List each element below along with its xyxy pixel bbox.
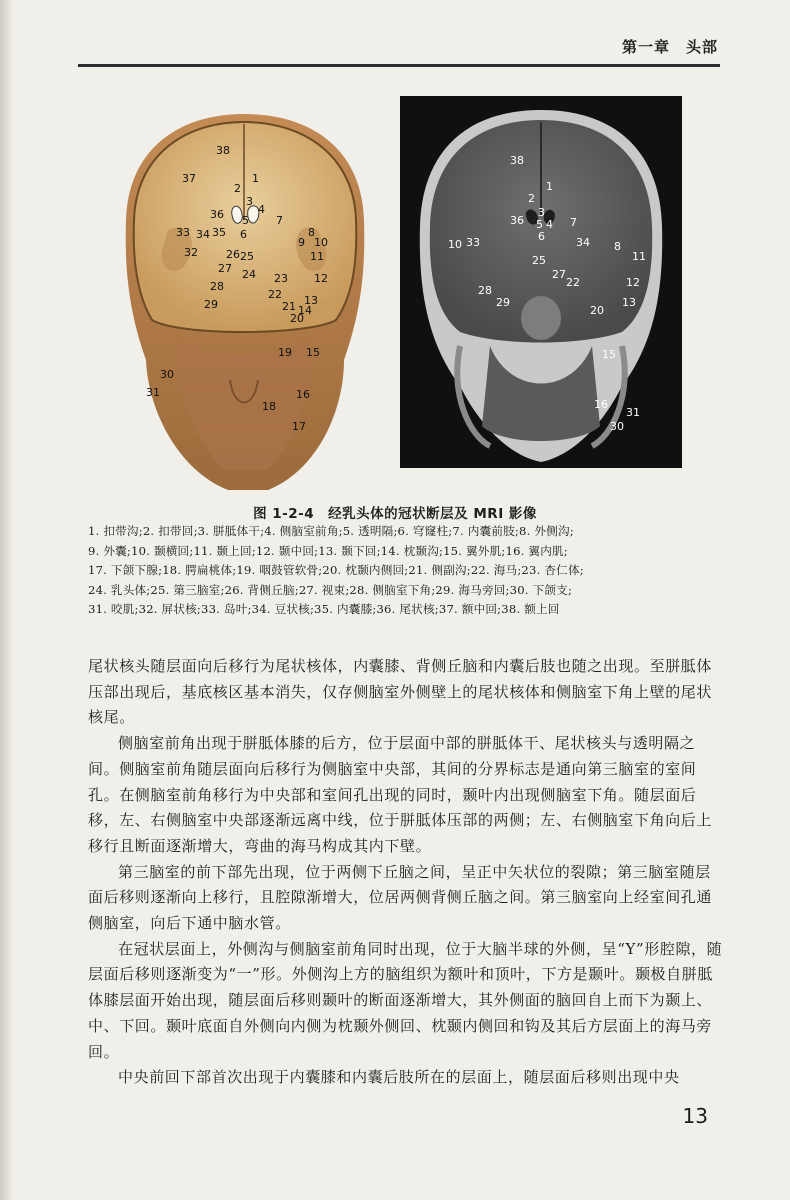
- mri-label: 33: [466, 236, 480, 249]
- mri-label: 6: [538, 230, 545, 243]
- specimen-label: 10: [314, 236, 328, 249]
- mri-label: 34: [576, 236, 590, 249]
- mri-label: 4: [546, 218, 553, 231]
- mri-label: 8: [614, 240, 621, 253]
- specimen-label: 13: [304, 294, 318, 307]
- specimen-label: 15: [306, 346, 320, 359]
- page-number: 13: [682, 1104, 708, 1128]
- specimen-label: 17: [292, 420, 306, 433]
- specimen-label: 19: [278, 346, 292, 359]
- specimen-label: 12: [314, 272, 328, 285]
- mri-label: 29: [496, 296, 510, 309]
- specimen-label: 3: [246, 195, 253, 208]
- mri-label: 1: [546, 180, 553, 193]
- legend-line: 1. 扣带沟;2. 扣带回;3. 胼胝体干;4. 侧脑室前角;5. 透明隔;6. 穹窿柱;7. 内囊前肢;8. 外侧沟;: [88, 524, 574, 538]
- mri-label: 28: [478, 284, 492, 297]
- specimen-label: 37: [182, 172, 196, 185]
- specimen-label: 20: [290, 312, 304, 325]
- specimen-label: 34: [196, 228, 210, 241]
- specimen-label: 35: [212, 226, 226, 239]
- mri-label: 20: [590, 304, 604, 317]
- specimen-label: 18: [262, 400, 276, 413]
- specimen-label: 1: [252, 172, 259, 185]
- mri-label: 31: [626, 406, 640, 419]
- figure-legend: [88, 522, 728, 620]
- mri-label: 22: [566, 276, 580, 289]
- specimen-label: 32: [184, 246, 198, 259]
- specimen-label: 28: [210, 280, 224, 293]
- specimen-label: 8: [308, 226, 315, 239]
- legend-line: 9. 外囊;10. 颞横回;11. 颞上回;12. 颞中回;13. 颞下回;14. 枕颞沟;15. 翼外肌;16. 翼内肌;: [88, 543, 568, 558]
- mri-label: 10: [448, 238, 462, 251]
- figure-caption: 图 1-2-4 经乳头体的冠状断层及 MRI 影像: [253, 506, 537, 522]
- mri-label: 25: [532, 254, 546, 267]
- mri-label: 11: [632, 250, 646, 263]
- specimen-label: 30: [160, 368, 174, 381]
- legend-line: 17. 下颌下腺;18. 腭扁桃体;19. 咽鼓管软骨;20. 枕颞内侧回;21. 侧副沟;22. 海马;23. 杏仁体;: [88, 563, 584, 578]
- specimen-label: 38: [216, 144, 230, 157]
- specimen-label: 2: [234, 182, 241, 195]
- mri-label: 15: [602, 348, 616, 361]
- specimen-label: 9: [298, 236, 305, 249]
- mri-label: 30: [610, 420, 624, 433]
- chapter-title: 第一章 头部: [621, 38, 718, 56]
- mri-label: 13: [622, 296, 636, 309]
- specimen-label: 14: [298, 304, 312, 317]
- specimen-label: 33: [176, 226, 190, 239]
- running-header: [78, 36, 718, 64]
- legend-line: 24. 乳头体;25. 第三脑室;26. 背侧丘脑;27. 视束;28. 侧脑室下角;29. 海马旁回;30. 下颌支;: [88, 582, 573, 597]
- specimen-label: 4: [258, 203, 265, 216]
- page-gutter-shadow: [0, 0, 14, 1200]
- mri-image: [400, 96, 682, 468]
- specimen-section-image: [118, 110, 370, 492]
- mri-label: 7: [570, 216, 577, 229]
- specimen-label: 25: [240, 250, 254, 263]
- specimen-label: 24: [242, 268, 256, 281]
- specimen-label: 6: [240, 228, 247, 241]
- paragraph: 侧脑室前角出现于胼胝体膝的后方，位于层面中部的胼胝体干、尾状核头与透明隔之间。侧脑室前角随层面向后移行为侧脑室中央部，其间的分界标志是通向第三脑室的室间孔。在侧脑室前角移行为中央部和室间孔出现的同时，颞叶内出现侧脑室下角。随层面后移，左、右侧脑室中央部逐渐远离中线，位于胼胝体压部的两侧；左、右侧脑室下角向后上移行且断面逐渐增大，弯曲的海马构成其内下壁。: [88, 734, 713, 855]
- paragraph: 尾状核头随层面向后移行为尾状核体，内囊膝、背侧丘脑和内囊后肢也随之出现。至胼胝体压部出现后，基底核区基本消失，仅存侧脑室外侧壁上的尾状核体和侧脑室下角上壁的尾状核尾。: [88, 657, 713, 727]
- header-rule: [78, 64, 720, 67]
- legend-line: 31. 咬肌;32. 屏状核;33. 岛叶;34. 豆状核;35. 内囊膝;36. 尾状核;37. 额中回;38. 额上回: [88, 602, 560, 617]
- mri-label: 27: [552, 268, 566, 281]
- specimen-label: 31: [146, 386, 160, 399]
- specimen-label: 5: [242, 214, 249, 227]
- mri-label: 5: [536, 218, 543, 231]
- mri-label: 16: [594, 398, 608, 411]
- specimen-label: 7: [276, 214, 283, 227]
- specimen-label: 22: [268, 288, 282, 301]
- specimen-label: 26: [226, 248, 240, 261]
- specimen-label: 29: [204, 298, 218, 311]
- specimen-label: 11: [310, 250, 324, 263]
- mri-label: 3: [538, 206, 545, 219]
- specimen-label: 21: [282, 300, 296, 313]
- paragraph: 第三脑室的前下部先出现，位于两侧下丘脑之间，呈正中矢状位的裂隙；第三脑室随层面后移则逐渐向上移行，且腔隙渐增大，位居两侧背侧丘脑之间。第三脑室向上经室间孔通侧脑室，向后下通中脑水管。: [88, 862, 713, 933]
- specimen-label: 16: [296, 388, 310, 401]
- mri-label: 2: [528, 192, 535, 205]
- paragraph: 在冠状层面上，外侧沟与侧脑室前角同时出现，位于大脑半球的外侧，呈“Y”形腔隙，随层面后移则逐渐变为“一”形。外侧沟上方的脑组织为额叶和顶叶，下方是颞叶。颞极自胼胝体膝层面开始出现，随层面后移则颞叶的断面逐渐增大，其外侧面的脑回自上而下为颞上、中、下回。颞叶底面自外侧向内侧为枕颞外侧回、枕颞内侧回和钩及其后方层面上的海马旁回。: [88, 939, 723, 1061]
- paragraph: 中央前回下部首次出现于内囊膝和内囊后肢所在的层面上，随层面后移则出现中央: [118, 1068, 680, 1087]
- mri-label: 38: [510, 154, 524, 167]
- specimen-label: 23: [274, 272, 288, 285]
- mri-label: 12: [626, 276, 640, 289]
- specimen-label: 36: [210, 208, 224, 221]
- mri-label: 36: [510, 214, 524, 227]
- body-text: [88, 654, 724, 1091]
- specimen-label: 27: [218, 262, 232, 275]
